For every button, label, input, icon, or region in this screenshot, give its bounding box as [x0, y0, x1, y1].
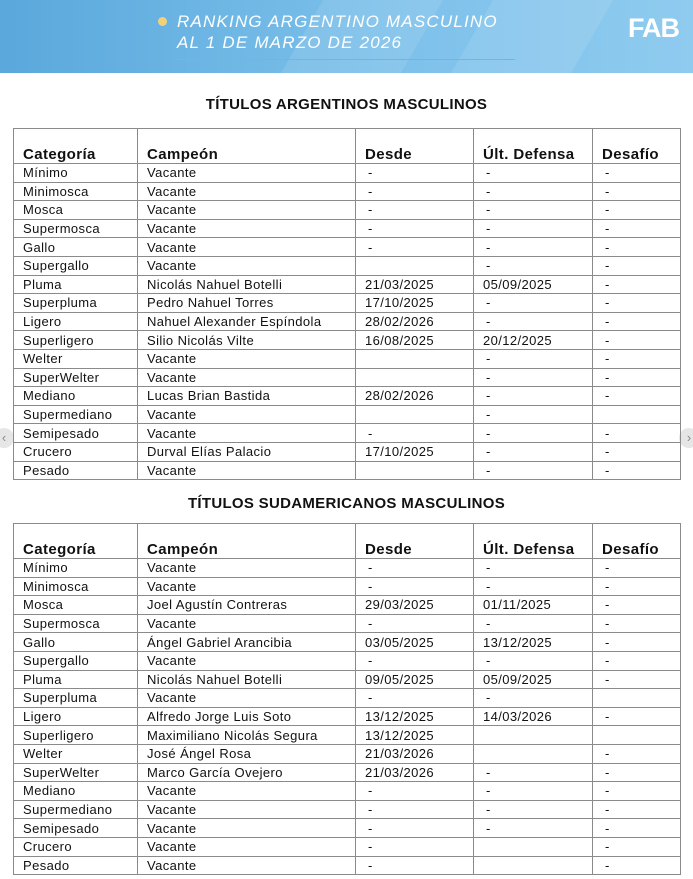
cell-categoria: Semipesado: [14, 819, 138, 838]
cell-desde: [356, 461, 474, 480]
cell-categoria: Supermosca: [14, 219, 138, 238]
cell-desde: 03/05/2025: [356, 633, 474, 652]
table-row: [14, 219, 681, 238]
cell-campeon: Vacante: [138, 651, 356, 670]
cell-categoria: SuperWelter: [14, 763, 138, 782]
cell-categoria: Pesado: [14, 856, 138, 875]
cell-desafio: -: [593, 201, 681, 220]
cell-desde: 28/02/2026: [356, 387, 474, 406]
cell-categoria: Welter: [14, 744, 138, 763]
cell-ult-defensa: -: [474, 238, 593, 257]
header-categoria: Categoría: [14, 129, 138, 164]
cell-ult-defensa: -: [474, 219, 593, 238]
cell-ult-defensa: -: [474, 782, 593, 801]
cell-categoria: Superpluma: [14, 689, 138, 708]
header-categoria: Categoría: [14, 524, 138, 559]
cell-desde: 21/03/2026: [356, 744, 474, 763]
cell-desde: 13/12/2025: [356, 707, 474, 726]
cell-desde: 16/08/2025: [356, 331, 474, 350]
cell-categoria: Crucero: [14, 837, 138, 856]
banner-stripe: [424, 0, 636, 73]
cell-campeon: Vacante: [138, 219, 356, 238]
table-row: [14, 405, 681, 424]
table-row: [14, 294, 681, 313]
table-row: [14, 819, 681, 838]
cell-ult-defensa: -: [474, 387, 593, 406]
cell-categoria: Supermediano: [14, 800, 138, 819]
header-desafio: Desafío: [593, 129, 681, 164]
cell-categoria: Superligero: [14, 726, 138, 745]
cell-desde: -: [356, 819, 474, 838]
cell-ult-defensa: -: [474, 368, 593, 387]
cell-ult-defensa: -: [474, 442, 593, 461]
cell-ult-defensa: -: [474, 294, 593, 313]
cell-categoria: Pluma: [14, 275, 138, 294]
cell-campeon: José Ángel Rosa: [138, 744, 356, 763]
cell-desafio: -: [593, 424, 681, 443]
cell-campeon: Vacante: [138, 201, 356, 220]
cell-desafio: -: [593, 633, 681, 652]
header-divider: [175, 59, 515, 60]
cell-ult-defensa: -: [474, 577, 593, 596]
header-desde: Desde: [356, 524, 474, 559]
table-row: [14, 577, 681, 596]
cell-desafio: -: [593, 312, 681, 331]
cell-categoria: Minimosca: [14, 577, 138, 596]
cell-categoria: Semipesado: [14, 424, 138, 443]
cell-desafio: -: [593, 856, 681, 875]
table-row: [14, 782, 681, 801]
table-row: [14, 596, 681, 615]
cell-campeon: Joel Agustín Contreras: [138, 596, 356, 615]
cell-desde: -: [356, 837, 474, 856]
cell-campeon: Vacante: [138, 182, 356, 201]
cell-desde: -: [356, 219, 474, 238]
cell-categoria: Superpluma: [14, 294, 138, 313]
cell-categoria: Supergallo: [14, 256, 138, 275]
header-ult-defensa: Últ. Defensa: [474, 129, 593, 164]
cell-ult-defensa: [474, 837, 593, 856]
cell-ult-defensa: -: [474, 312, 593, 331]
cell-campeon: Ángel Gabriel Arancibia: [138, 633, 356, 652]
cell-campeon: Maximiliano Nicolás Segura: [138, 726, 356, 745]
cell-categoria: SuperWelter: [14, 368, 138, 387]
cell-ult-defensa: -: [474, 559, 593, 578]
cell-desde: -: [356, 559, 474, 578]
cell-desafio: -: [593, 596, 681, 615]
table-row: [14, 651, 681, 670]
table-argentinos: [13, 128, 681, 480]
cell-categoria: Mediano: [14, 387, 138, 406]
table-row: [14, 670, 681, 689]
cell-desde: -: [356, 424, 474, 443]
cell-campeon: Vacante: [138, 424, 356, 443]
table-row: [14, 800, 681, 819]
cell-ult-defensa: -: [474, 689, 593, 708]
cell-categoria: Gallo: [14, 238, 138, 257]
cell-campeon: Nicolás Nahuel Botelli: [138, 275, 356, 294]
table-row: [14, 368, 681, 387]
cell-campeon: Vacante: [138, 782, 356, 801]
table-sudamericanos: [13, 523, 681, 875]
cell-categoria: Mosca: [14, 596, 138, 615]
table-row: [14, 763, 681, 782]
cell-ult-defensa: [474, 744, 593, 763]
table-row: [14, 349, 681, 368]
cell-campeon: Vacante: [138, 819, 356, 838]
cell-campeon: Pedro Nahuel Torres: [138, 294, 356, 313]
cell-desafio: -: [593, 819, 681, 838]
cell-desde: 28/02/2026: [356, 312, 474, 331]
cell-desde: -: [356, 238, 474, 257]
cell-campeon: Vacante: [138, 256, 356, 275]
cell-ult-defensa: -: [474, 763, 593, 782]
cell-desde: -: [356, 782, 474, 801]
cell-desafio: -: [593, 670, 681, 689]
table-row: [14, 689, 681, 708]
cell-desafio: -: [593, 559, 681, 578]
cell-desde: [356, 349, 474, 368]
cell-desde: 09/05/2025: [356, 670, 474, 689]
cell-campeon: Vacante: [138, 689, 356, 708]
cell-desafio: -: [593, 577, 681, 596]
cell-ult-defensa: [474, 726, 593, 745]
header-title-line1: RANKING ARGENTINO MASCULINO: [177, 12, 498, 31]
header-title-line2: AL 1 DE MARZO DE 2026: [177, 33, 403, 52]
cell-desde: -: [356, 182, 474, 201]
table-row: [14, 856, 681, 875]
fab-logo: FAB: [628, 13, 679, 43]
cell-ult-defensa: -: [474, 819, 593, 838]
header-ult-defensa: Últ. Defensa: [474, 524, 593, 559]
cell-categoria: Mínimo: [14, 164, 138, 183]
cell-desafio: -: [593, 744, 681, 763]
table-row: [14, 442, 681, 461]
cell-campeon: Durval Elías Palacio: [138, 442, 356, 461]
section-title-sudamericanos: TÍTULOS SUDAMERICANOS MASCULINOS: [187, 495, 506, 512]
cell-desafio: -: [593, 651, 681, 670]
cell-campeon: Vacante: [138, 405, 356, 424]
table-row: [14, 312, 681, 331]
cell-ult-defensa: -: [474, 405, 593, 424]
cell-ult-defensa: -: [474, 424, 593, 443]
table-row: [14, 726, 681, 745]
chevron-right-icon[interactable]: ›: [679, 428, 693, 448]
cell-campeon: Marco García Ovejero: [138, 763, 356, 782]
cell-desafio: -: [593, 387, 681, 406]
table-row: [14, 201, 681, 220]
header-campeon: Campeón: [138, 524, 356, 559]
cell-categoria: Mosca: [14, 201, 138, 220]
cell-campeon: Vacante: [138, 164, 356, 183]
cell-desafio: -: [593, 331, 681, 350]
cell-desafio: [593, 405, 681, 424]
cell-ult-defensa: -: [474, 256, 593, 275]
cell-categoria: Pesado: [14, 461, 138, 480]
cell-campeon: Nicolás Nahuel Botelli: [138, 670, 356, 689]
cell-desafio: -: [593, 442, 681, 461]
cell-desde: -: [356, 201, 474, 220]
header-desde: Desde: [356, 129, 474, 164]
cell-desafio: -: [593, 763, 681, 782]
cell-desde: 13/12/2025: [356, 726, 474, 745]
cell-categoria: Pluma: [14, 670, 138, 689]
cell-categoria: Supermediano: [14, 405, 138, 424]
cell-categoria: Mínimo: [14, 559, 138, 578]
cell-campeon: Vacante: [138, 800, 356, 819]
cell-campeon: Nahuel Alexander Espíndola: [138, 312, 356, 331]
cell-desafio: -: [593, 461, 681, 480]
cell-categoria: Mediano: [14, 782, 138, 801]
cell-campeon: Silio Nicolás Vilte: [138, 331, 356, 350]
cell-categoria: Ligero: [14, 707, 138, 726]
cell-campeon: Vacante: [138, 461, 356, 480]
cell-categoria: Crucero: [14, 442, 138, 461]
cell-campeon: Vacante: [138, 368, 356, 387]
table-row: [14, 387, 681, 406]
cell-desafio: -: [593, 275, 681, 294]
cell-desde: 29/03/2025: [356, 596, 474, 615]
bullet-icon: [158, 17, 167, 26]
cell-desafio: -: [593, 164, 681, 183]
cell-desafio: -: [593, 219, 681, 238]
cell-desde: -: [356, 577, 474, 596]
cell-ult-defensa: 20/12/2025: [474, 331, 593, 350]
cell-categoria: Ligero: [14, 312, 138, 331]
cell-categoria: Welter: [14, 349, 138, 368]
header-desafio: Desafío: [593, 524, 681, 559]
table-row: [14, 614, 681, 633]
cell-campeon: Vacante: [138, 837, 356, 856]
cell-campeon: Vacante: [138, 238, 356, 257]
table-row: [14, 182, 681, 201]
table-row: [14, 461, 681, 480]
cell-campeon: Vacante: [138, 559, 356, 578]
table-header-row: [14, 129, 681, 164]
cell-ult-defensa: 01/11/2025: [474, 596, 593, 615]
table-row: [14, 256, 681, 275]
cell-ult-defensa: 05/09/2025: [474, 670, 593, 689]
cell-desafio: -: [593, 368, 681, 387]
table-row: [14, 633, 681, 652]
cell-ult-defensa: -: [474, 201, 593, 220]
cell-campeon: Vacante: [138, 577, 356, 596]
cell-desde: -: [356, 856, 474, 875]
cell-ult-defensa: -: [474, 164, 593, 183]
table-row: [14, 744, 681, 763]
cell-desafio: -: [593, 349, 681, 368]
cell-ult-defensa: 14/03/2026: [474, 707, 593, 726]
table-row: [14, 707, 681, 726]
cell-ult-defensa: 05/09/2025: [474, 275, 593, 294]
cell-desafio: -: [593, 182, 681, 201]
cell-ult-defensa: 13/12/2025: [474, 633, 593, 652]
cell-desde: 21/03/2026: [356, 763, 474, 782]
cell-desde: -: [356, 614, 474, 633]
cell-campeon: Vacante: [138, 856, 356, 875]
cell-desde: [356, 256, 474, 275]
section-title-argentinos: TÍTULOS ARGENTINOS MASCULINOS: [205, 96, 488, 113]
cell-desafio: [593, 726, 681, 745]
table-row: [14, 275, 681, 294]
cell-desafio: -: [593, 800, 681, 819]
cell-categoria: Supergallo: [14, 651, 138, 670]
cell-desafio: -: [593, 238, 681, 257]
cell-desde: -: [356, 651, 474, 670]
cell-desafio: -: [593, 707, 681, 726]
cell-ult-defensa: -: [474, 800, 593, 819]
cell-desde: 21/03/2025: [356, 275, 474, 294]
cell-desde: [356, 405, 474, 424]
header-banner: [0, 0, 693, 73]
cell-ult-defensa: -: [474, 651, 593, 670]
cell-desde: -: [356, 800, 474, 819]
cell-desde: 17/10/2025: [356, 294, 474, 313]
cell-campeon: Vacante: [138, 614, 356, 633]
cell-desafio: -: [593, 782, 681, 801]
cell-categoria: Minimosca: [14, 182, 138, 201]
table-header-row: [14, 524, 681, 559]
header-campeon: Campeón: [138, 129, 356, 164]
table-row: [14, 559, 681, 578]
cell-ult-defensa: -: [474, 182, 593, 201]
cell-campeon: Vacante: [138, 349, 356, 368]
table-row: [14, 238, 681, 257]
cell-categoria: Supermosca: [14, 614, 138, 633]
cell-ult-defensa: -: [474, 349, 593, 368]
cell-desafio: [593, 689, 681, 708]
cell-desde: -: [356, 164, 474, 183]
table-row: [14, 164, 681, 183]
cell-desde: 17/10/2025: [356, 442, 474, 461]
cell-campeon: Lucas Brian Bastida: [138, 387, 356, 406]
cell-desafio: -: [593, 837, 681, 856]
cell-ult-defensa: -: [474, 614, 593, 633]
cell-desde: [356, 368, 474, 387]
cell-desafio: -: [593, 614, 681, 633]
cell-categoria: Superligero: [14, 331, 138, 350]
table-row: [14, 424, 681, 443]
cell-categoria: Gallo: [14, 633, 138, 652]
cell-ult-defensa: [474, 856, 593, 875]
cell-desafio: -: [593, 256, 681, 275]
table-row: [14, 331, 681, 350]
chevron-left-icon[interactable]: ‹: [0, 428, 14, 448]
cell-desde: -: [356, 689, 474, 708]
cell-campeon: Alfredo Jorge Luis Soto: [138, 707, 356, 726]
table-row: [14, 837, 681, 856]
cell-desafio: -: [593, 294, 681, 313]
cell-ult-defensa: -: [474, 461, 593, 480]
